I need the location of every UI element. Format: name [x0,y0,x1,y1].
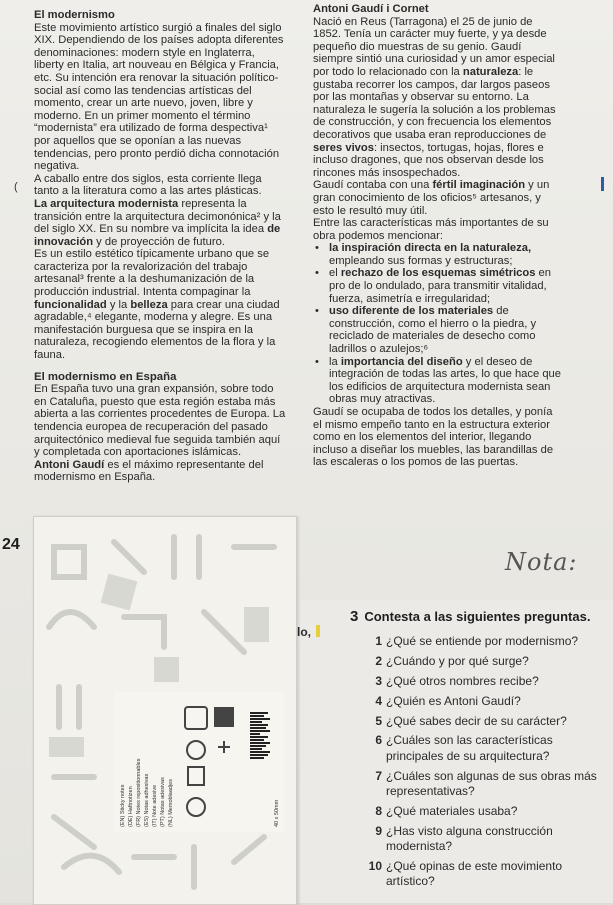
paragraph-two-centuries: A caballo entre dos siglos, esta corriente llega tanto a la literatura como a las artes plásticas. [34,172,262,198]
question-text: ¿Qué otros nombres recibe? [386,673,539,688]
sticky-notes-pad[interactable] [33,516,297,905]
text-fragment: lo, [297,625,311,639]
question-number: 8 [375,803,382,818]
question-number: 1 [375,634,382,648]
blue-pen-mark [601,177,604,191]
bio-text-a: Nació en Reus (Tarragona) el 25 de junio de 1852. Tenía un carácter muy fuerte, y ya desde pequeño dio muestras de su genio. Gaudí siempre sintió una curiosidad y un amor especial por todo lo relacionado con la [313,15,555,78]
question-item [368,769,610,799]
question-item [368,824,610,854]
list-item [329,242,563,267]
bullet-pre: el [329,267,341,280]
characteristics-list [313,242,563,406]
paragraph-details: Gaudí se ocupaba de todos los detalles, y ponía el mismo empeño tanto en la estructura exterior como en los elementos del interior, llegando incluso a diseñar los muebles, las barandillas de las escaleras o los pomos de las puertas. [313,406,554,469]
exercise-title-text: Contesta a las siguientes preguntas. [364,609,591,624]
question-number: 7 [375,768,382,783]
bold-gaudi: Antoni Gaudí [34,458,105,471]
paragraph-imagination [313,179,563,217]
question-item [368,634,610,649]
bold-imaginacion: fértil imaginación [432,179,526,192]
question-number: 6 [375,733,382,748]
question-text: ¿Cuáles son algunas de sus obras más representativas? [386,768,597,798]
question-item [368,674,610,689]
bold-beauty: belleza [130,298,168,311]
recycle-icons [180,702,240,827]
bold-naturaleza: naturaleza [462,65,519,78]
bullet-bold: la inspiración directa en la naturaleza, [329,242,532,255]
imag-text-b: y un gran conocimiento de los oficios⁵ artesanos, y esto le resultó muy útil. [313,179,550,217]
bullet-bold: uso diferente de los materiales [329,305,494,318]
question-number: 3 [375,673,382,688]
urban-text: Es un estilo estético típicamente urbano que se caracteriza por la revalorización del trabajo artesanal³ frente a la deshumanización de la producción industrial. Intenta compaginar la [34,248,270,299]
paragraph-gaudi-bio [313,16,563,180]
question-text: ¿Qué opinas de este movimiento artístico? [386,858,563,888]
label-line: (PT) Notas adesivas [160,777,166,827]
label-line: (EN) Sticky notes [120,784,126,827]
bold-architecture: La arquitectura modernista [34,197,179,210]
heading-modernismo: El modernismo [34,9,115,21]
bullet-text: en pro de lo ondulado, para transmitir vitalidad, fuerza, asimetría e irregularidad; [329,267,552,305]
heading-espana: El modernismo en España [34,370,177,383]
bracket-mark: ( [14,181,18,193]
label-line: (IT) Note adesive [152,784,158,827]
question-item [368,694,610,709]
barcode [250,712,270,822]
paragraph-spain: En España tuvo una gran expansión, sobre todo en Cataluña, puesto que esta región estaba más abierta a las corrientes procedentes de Europa. La tendencia europea de recuperación del pasado arquitectónico medieval fue seguida también aquí y completada con aportaciones islámicas. [34,383,286,459]
architecture-text: representa la transición entre la arquitectura decimonónica² y la del siglo XX. En su nombre va implícita la idea [34,197,281,236]
question-item [368,733,610,763]
question-item [368,804,610,819]
label-line: (ES) Notas adhesivas [144,773,150,827]
bold-seres-vivos: seres vivos [313,141,374,154]
exercise-number: 3 [350,608,359,625]
paragraph-gaudi-rep [34,459,286,484]
question-text: ¿Qué se entiende por modernismo? [386,634,579,648]
bullet-bold: importancia del diseño [340,355,463,368]
label-line: (DE) Haftnotizen [128,786,134,827]
gaudi-rep-text: es el máximo representante del modernismo en España. [34,458,264,484]
question-text: ¿Cuándo y por qué surge? [386,653,529,668]
bio-text-b: : le gustaba recorrer los campos, dar largos paseos por las montañas y observar su entorno. La naturaleza le sugería la solución a los problemas de construcción, y con frecuencia los elementos decorativos que usaba eran reproducciones de [313,65,556,141]
bullet-bold: rechazo de los esquemas simétricos [340,267,536,280]
architecture-end: y de proyección de futuro. [93,235,225,248]
question-text: ¿Qué sabes decir de su carácter? [386,713,567,728]
question-list [368,634,610,894]
highlighter-mark [316,625,320,637]
paragraph-urban-style [34,248,286,361]
size-code: 40 x 50mm [274,799,280,827]
question-item [368,859,610,889]
intro-paragraph: Este movimiento artístico surgió a finales del siglo XIX. Dependiendo de los países adopta diferentes denominaciones: modern style en Inglaterra, liberty en Italia, art nouveau en Bélgica y Francia, etc. Su intención era renovar la situación político-social así como las tendencias artísticas del momento, crear un arte nuevo, joven, libre y moderno. En un primer momento el término “modernista” era utilizado de forma despectiva¹ por aquellos que se oponían a las nuevas tendencias, pero pronto perdió dicha connotación negativa. [34,21,284,173]
list-item [329,267,563,305]
list-item [329,356,563,406]
question-number: 4 [375,693,382,708]
question-text: ¿Quién es Antoni Gaudí? [386,693,521,708]
question-text: ¿Qué materiales usaba? [386,803,518,818]
page-number: 24 [2,536,20,553]
question-text: ¿Cuáles son las características principales de su arquitectura? [386,733,553,763]
urban-end: para crear una ciudad agradable,⁴ elegante, moderna y alegre. Es una manifestación burguesa que se inspira en la naturaleza, recogiendo elementos de la flora y la fauna. [34,298,280,362]
question-number: 10 [368,858,382,873]
bullet-pre: la [329,355,341,368]
question-number: 2 [375,653,382,668]
bullet-text: de construcción, como el hierro o la piedra, y reciclado de materiales de desecho como ladrillos o azulejos;⁶ [329,305,537,356]
paragraph-characteristics: Entre las características más importantes de su obra podemos mencionar: [313,217,549,242]
right-column [313,3,563,469]
label-line: (FR) Notes repositionnables [136,758,142,827]
left-column [34,9,286,484]
paragraph-architecture [34,198,286,248]
question-item [368,714,610,729]
question-number: 5 [375,713,382,728]
heading-gaudi: Antoni Gaudí i Cornet [313,3,429,15]
handwritten-note: Nota: [505,548,578,576]
bullet-text: empleando sus formas y estructuras; [329,254,513,267]
bold-innovation: de innovación [34,223,281,248]
question-number: 9 [375,823,382,838]
urban-mid: y la [106,298,131,311]
exercise-title [350,608,590,625]
label-line: (NL) Memoblaadjes [168,779,174,827]
sticky-label [114,692,284,832]
question-text: ¿Has visto alguna construcción modernista? [386,823,553,853]
bold-functionality: funcionalidad [34,298,107,311]
list-item [329,305,563,355]
question-item [368,654,610,669]
bullet-text: y el deseo de integración de todas las artes, lo que hace que los edificios de arquitectura modernista sean obras muy atractivas. [329,355,561,406]
bio-text-c: : insectos, tortugas, hojas, flores e incluso dragones, que nos observan desde los rincones más insospechados. [313,141,544,179]
imag-text-a: Gaudí contaba con una [313,179,433,192]
